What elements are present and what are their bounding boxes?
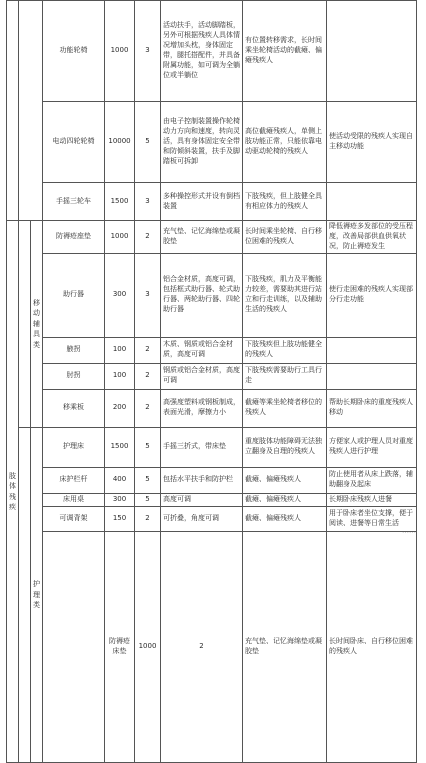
note-cell [327,183,417,221]
price-cell: 100 [105,337,135,363]
table-row [7,183,417,221]
category-limb: 肢体残疾 [7,221,19,763]
years-cell: 5 [135,102,161,183]
price-cell: 10000 [105,102,135,183]
category-care: 护理类 [31,427,43,763]
note-cell [327,363,417,389]
features-cell: 活动扶手，活动脚踏板，另外可根据残疾人具体情况增加头枕，身体固定带，腿托搭配件，并具备附属功能，如可调为全躺位或半躺位 [161,1,243,102]
device-name: 助行器 [43,253,105,337]
target-cell: 有位置转移需求，长时间乘坐轮椅活动的截瘫、偏瘫残疾人 [243,1,327,102]
assistive-device-table [6,0,417,763]
price-cell: 200 [105,389,135,427]
target-cell: 截瘫等乘坐轮椅者移位的残疾人 [243,389,327,427]
table-row [7,221,417,254]
price-cell: 150 [105,506,135,531]
category-mobility: 移动辅具类 [31,221,43,428]
table-row [7,1,417,102]
target-cell: 下肢残疾，肌力及平衡能力较差，需要助其进行站立和行走训练，以及辅助生活的残疾人 [243,253,327,337]
note-cell: 使活动受限的残疾人实现自主移动功能 [327,102,417,183]
features-cell: 高强度塑料或钢板制成，表面光滑，摩擦力小 [161,389,243,427]
features-cell: 充气垫、记忆海绵垫或凝胶垫 [161,221,243,254]
target-cell: 下肢残疾，但上肢健全具有相应体力的残疾人 [243,183,327,221]
note-cell: 防止使用者从床上跌落，辅助翻身及起床 [327,467,417,493]
note-cell: 长期卧床残疾人进餐 [327,493,417,506]
price-cell: 1000 [105,221,135,254]
years-cell: 5 [135,493,161,506]
features-cell: 铝合金材质，高度可调，包括框式助行器、轮式助行器、两轮助行器、四轮助行器 [161,253,243,337]
price-cell: 100 [105,363,135,389]
features-cell: 包括水平扶手和防护栏 [161,467,243,493]
device-name: 可调背架 [43,506,105,531]
category-care-left [19,427,31,763]
years-cell: 5 [135,427,161,467]
device-name: 电动四轮轮椅 [43,102,105,183]
price-cell: 300 [105,253,135,337]
table-row [7,493,417,506]
device-name: 移乘板 [43,389,105,427]
features-cell: 可折叠，角度可调 [161,506,243,531]
target-cell: 截瘫、偏瘫残疾人 [243,493,327,506]
features-cell: 钢质或铝合金材质，高度可调 [161,363,243,389]
features-cell: 高度可调 [161,493,243,506]
device-name: 护理床 [43,427,105,467]
table-row [7,253,417,337]
note-cell: 使行走困难的残疾人实现部分行走功能 [327,253,417,337]
table-row [7,363,417,389]
device-name: 腋拐 [43,337,105,363]
blank-cell [7,1,19,221]
target-cell: 下肢残疾但上肢功能健全的残疾人 [243,337,327,363]
years-cell: 3 [135,1,161,102]
price-cell: 1500 [105,427,135,467]
features-cell: 手摇三折式，带床垫 [161,427,243,467]
table-row [7,531,417,763]
table-row [7,337,417,363]
table-row [7,467,417,493]
blank-cell [43,531,105,763]
note-cell: 帮助长期卧床的重度残疾人移动 [327,389,417,427]
years-cell: 2 [135,389,161,427]
table-row [7,427,417,467]
years-cell: 3 [135,253,161,337]
device-name: 防褥疮床垫 [105,531,135,763]
table-row [7,102,417,183]
price-cell: 1000 [135,531,161,763]
price-cell: 400 [105,467,135,493]
target-cell: 下肢残疾需要助行工具行走 [243,363,327,389]
price-cell: 300 [105,493,135,506]
device-name: 手摇三轮车 [43,183,105,221]
years-cell: 2 [135,221,161,254]
target-cell: 长时间卧床、自行移位困难的残疾人 [327,531,417,763]
note-cell [327,1,417,102]
years-cell: 5 [135,467,161,493]
years-cell: 2 [135,337,161,363]
target-cell: 截瘫、偏瘫残疾人 [243,467,327,493]
price-cell: 1500 [105,183,135,221]
table-row [7,389,417,427]
device-name: 肘拐 [43,363,105,389]
category-mobility-left [19,221,31,428]
blank-cell [19,1,43,221]
target-cell: 重度肢体功能障碍无法独立翻身及自理的残疾人 [243,427,327,467]
years-cell: 3 [135,183,161,221]
features-cell: 充气垫、记忆海绵垫或凝胶垫 [243,531,327,763]
note-cell: 降低褥疮多发部位的受压程度，改善局部供血供氧状况，防止褥疮发生 [327,221,417,254]
device-name: 床护栏杆 [43,467,105,493]
note-cell: 用于卧床者坐位支撑，便于阅读、进餐等日常生活 [327,506,417,531]
years-cell: 2 [161,531,243,763]
watermark: …… [402,527,416,535]
target-cell: 截瘫、偏瘫残疾人 [243,506,327,531]
device-name: 床用桌 [43,493,105,506]
table-row [7,506,417,531]
features-cell: 多种操控形式并设有倒档装置 [161,183,243,221]
note-cell: 方便家人或护理人员对重度残疾人进行护理 [327,427,417,467]
device-name: 功能轮椅 [43,1,105,102]
note-cell [327,337,417,363]
years-cell: 2 [135,363,161,389]
features-cell: 木质、钢质或铝合金材质，高度可调 [161,337,243,363]
target-cell: 高位截瘫残疾人，单侧上肢功能正常，只能依靠电动驱动轮椅的残疾人 [243,102,327,183]
years-cell: 2 [135,506,161,531]
price-cell: 1000 [105,1,135,102]
device-name: 防褥疮座垫 [43,221,105,254]
features-cell: 由电子控制装置操作轮椅动力方向和速度，转向灵活，具有身体固定安全带和防倾斜装置，扶手及脚踏板可拆卸 [161,102,243,183]
target-cell: 长时间乘坐轮椅、自行移位困难的残疾人 [243,221,327,254]
